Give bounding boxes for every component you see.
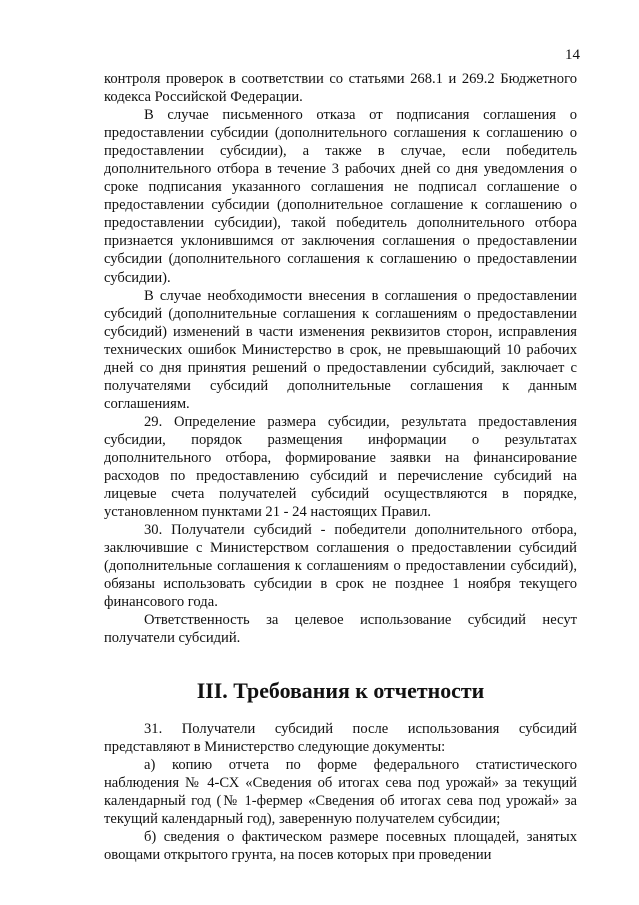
paragraph-item-30: 30. Получатели субсидий - победители дополнительного отбора, заключившие с Министерством соглашения о предоставлении субсидий (дополнительные соглашения к соглашениям о предоставлении субсидий), обязаны использовать субсидии в срок не позднее 1 ноября текущего финансового года.	[104, 522, 577, 611]
paragraph: контроля проверок в соответствии со статьями 268.1 и 269.2 Бюджетного кодекса Российской Федерации.	[104, 71, 577, 106]
paragraph: В случае необходимости внесения в соглашения о предоставлении субсидий (дополнительные соглашения к соглашениям о предоставлении субсидий) изменений в части изменения реквизитов сторон, исправления технических ошибок Министерство в срок, не превышающий 10 рабочих дней со дня принятия решений о предоставлении субсидий, заключает с получателями субсидий дополнительные соглашения к данным соглашениям.	[104, 287, 577, 412]
paragraphs-before-section	[104, 70, 577, 648]
paragraph: Ответственность за целевое использование субсидий несут получатели субсидий.	[104, 612, 577, 647]
paragraph-subitem-b: б) сведения о фактическом размере посевных площадей, занятых овощами открытого грунта, на посев которых при проведении	[104, 828, 577, 863]
paragraph: В случае письменного отказа от подписания соглашения о предоставлении субсидии (дополнительного соглашения к соглашению о предоставлении субсидии), а также в случае, если победитель дополнительного отбора в течение 3 рабочих дней со дня уведомления о сроке подписания указанного соглашения не подписал соглашение о предоставлении субсидии (дополнительное соглашение к соглашению о предоставлении субсидии), такой победитель дополнительного отбора признается уклонившимся от заключения соглашения о предоставлении субсидии (дополнительного соглашения к соглашению о предоставлении субсидии).	[104, 107, 577, 286]
paragraphs-after-section	[104, 720, 577, 864]
page-number: 14	[565, 47, 580, 63]
document-body	[104, 70, 577, 864]
paragraph-item-29: 29. Определение размера субсидии, результата предоставления субсидии, порядок размещения информации о результатах дополнительного отбора, формирование заявки на финансирование расходов по предоставлению субсидий и перечисление субсидий на лицевые счета получателей субсидий осуществляются в порядке, установленном пунктами 21 - 24 настоящих Правил.	[104, 413, 577, 521]
paragraph-item-31: 31. Получатели субсидий после использования субсидий представляют в Министерство следующие документы:	[104, 720, 577, 755]
section-heading: III. Требования к отчетности	[196, 677, 485, 703]
paragraph-subitem-a: а) копию отчета по форме федерального статистического наблюдения № 4-СХ «Сведения об итогах сева под урожай» за текущий календарный год (№ 1-фермер «Сведения об итогах сева под урожай» за текущий календарный год), заверенную получателем субсидии;	[104, 756, 577, 827]
